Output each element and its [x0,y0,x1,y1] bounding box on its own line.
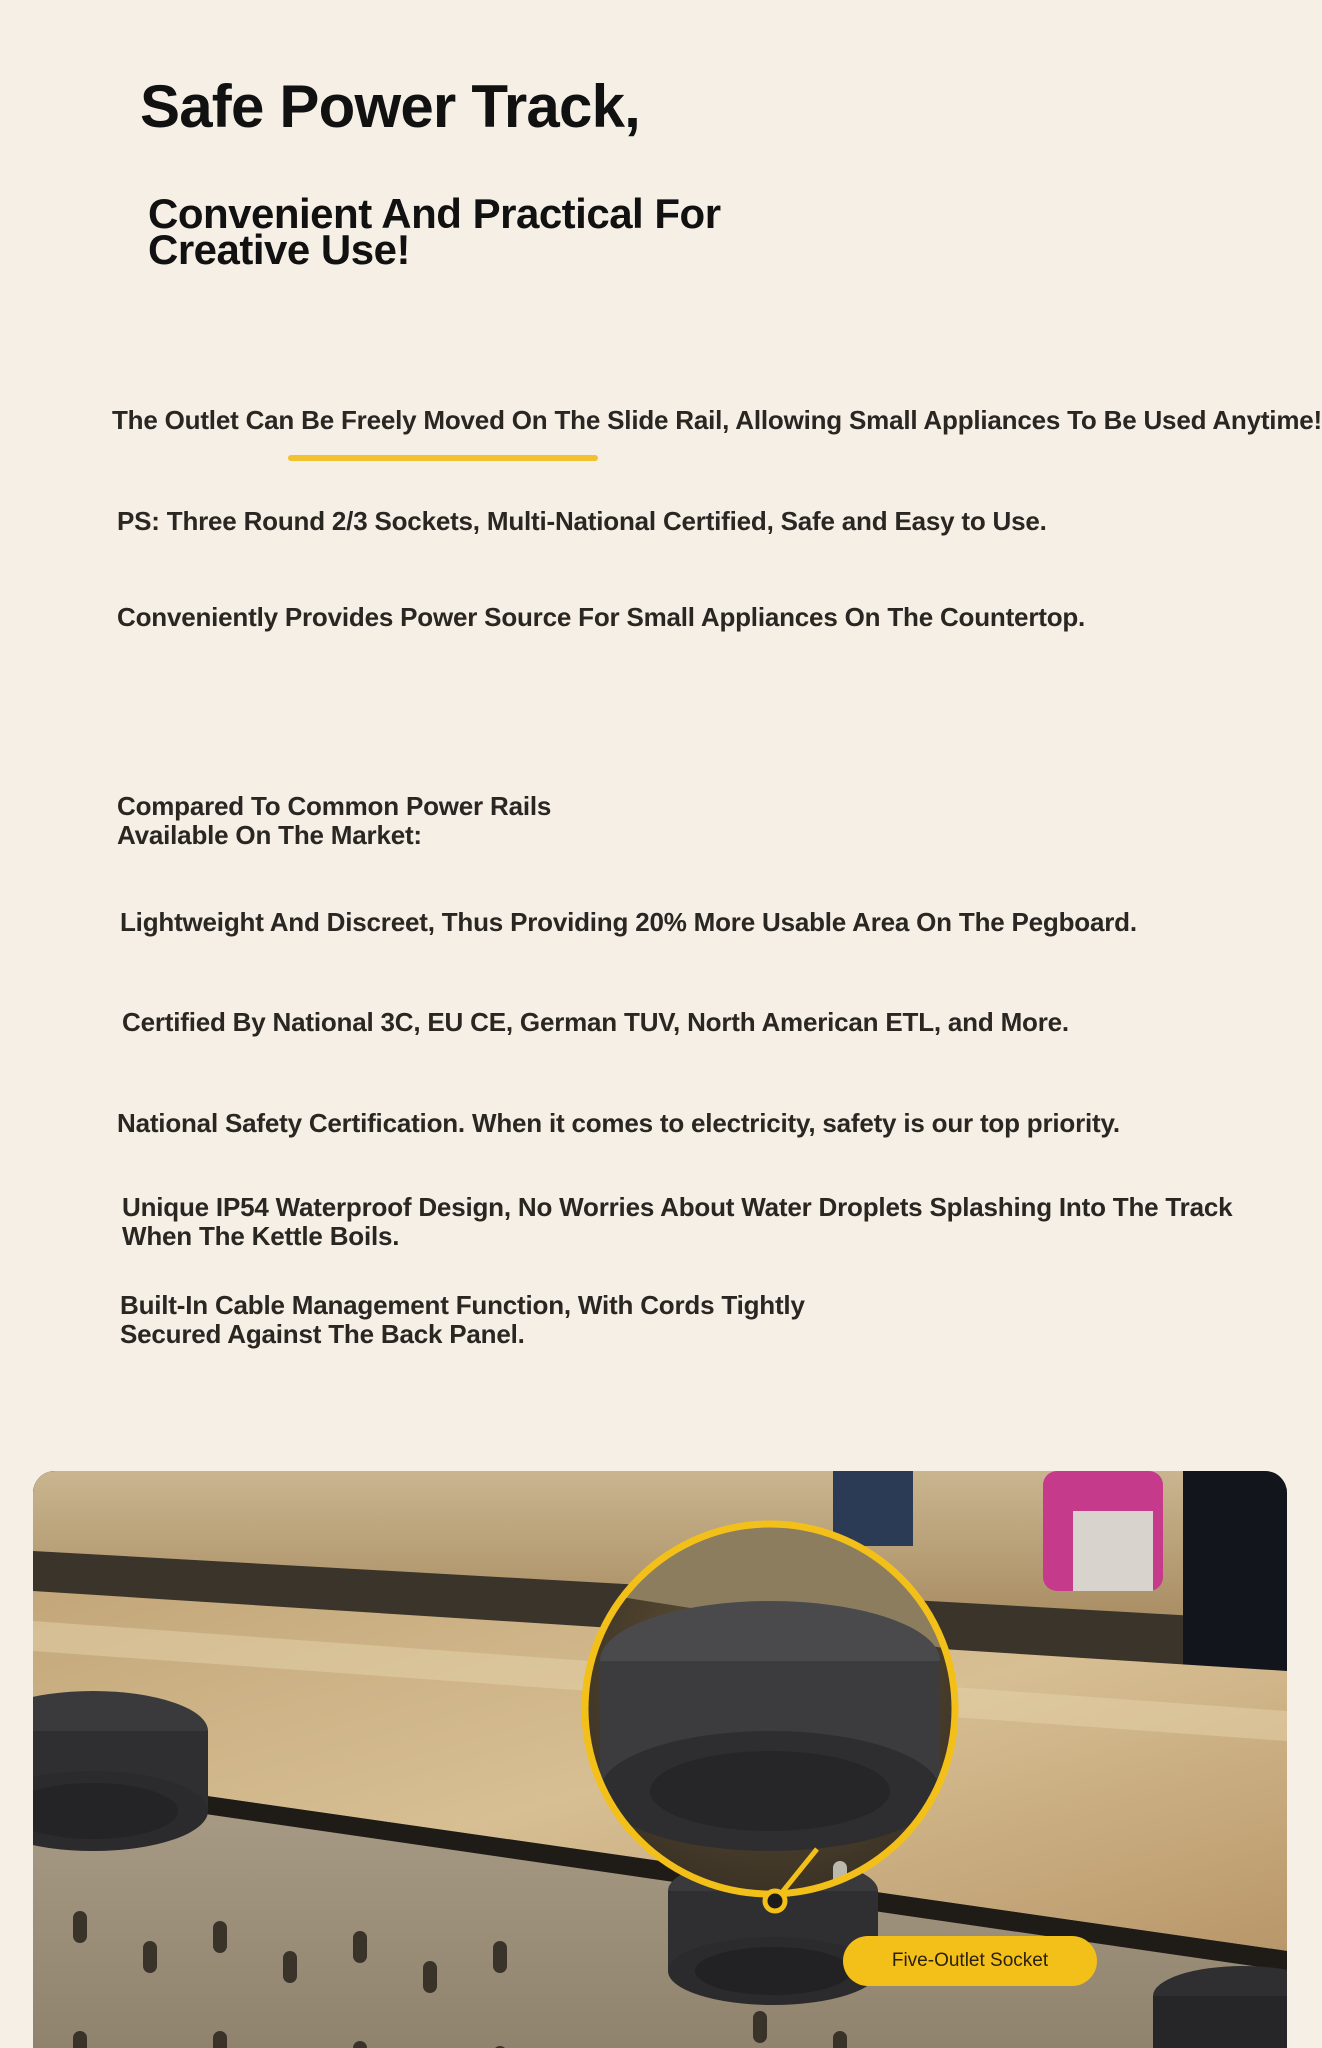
product-photo [33,1471,1287,2048]
safety-feature-text: National Safety Certification. When it comes to electricity, safety is our top priority. [117,1108,1120,1138]
page-subtitle: Convenient And Practical For Creative Use! [148,190,721,273]
product-photo-illustration [33,1471,1287,2048]
slide-rail-feature-text: The Outlet Can Be Freely Moved On The Slide Rail, Allowing Small Appliances To Be Used Anytime! [112,405,1322,435]
waterproof-feature-text: Unique IP54 Waterproof Design, No Worries About Water Droplets Splashing Into The Track When The Kettle Boils. [122,1192,1233,1251]
five-outlet-socket-label: Five-Outlet Socket [843,1936,1097,1986]
cable-management-feature-text: Built-In Cable Management Function, With Cords Tightly Secured Against The Back Panel. [120,1290,805,1349]
lightweight-feature-text: Lightweight And Discreet, Thus Providing 20% More Usable Area On The Pegboard. [120,907,1137,937]
certification-feature-text: Certified By National 3C, EU CE, German TUV, North American ETL, and More. [122,1007,1069,1037]
sockets-note-text: PS: Three Round 2/3 Sockets, Multi-National Certified, Safe and Easy to Use. [117,506,1047,536]
page-title: Safe Power Track, [140,73,641,140]
accent-underline [288,455,598,461]
countertop-feature-text: Conveniently Provides Power Source For Small Appliances On The Countertop. [117,602,1086,632]
comparison-heading: Compared To Common Power Rails Available On The Market: [117,791,552,850]
